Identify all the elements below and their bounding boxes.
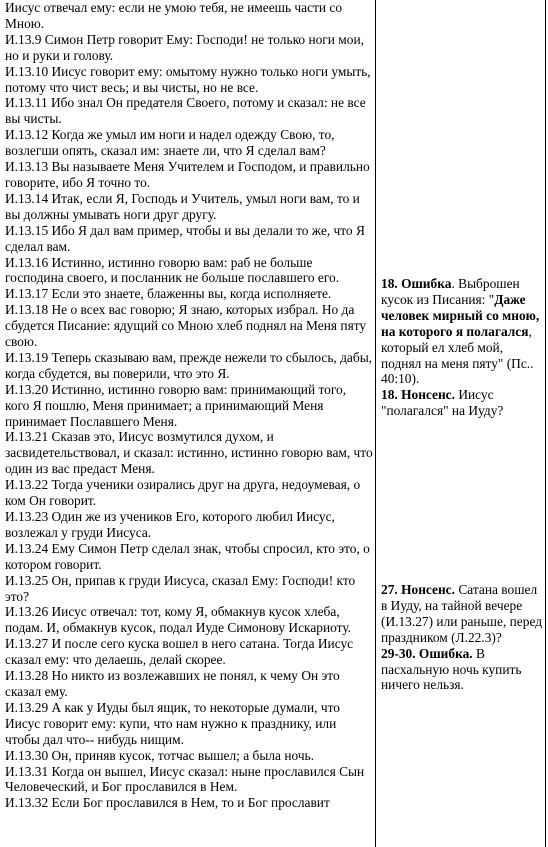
verse-text: И.13.28 Но никто из возлежавших не понял, к чему Он это сказал ему.: [5, 668, 340, 699]
column-divider: [375, 0, 376, 847]
comment-label: 18. Нонсенс.: [381, 387, 455, 403]
comment-text: Иисус "полагался" на Иуду?: [381, 387, 504, 419]
verse-text: И.13.16 Истинно, истинно говорю вам: раб не больше господина своего, и посланник не больше пославшего его.: [5, 254, 340, 286]
verse-text: И.13.17 Если это знаете, блаженны вы, когда исполняете.: [5, 286, 332, 302]
comment-text: , который ел хлеб мой, поднял на меня пяту" (Пс.. 40:10).: [381, 323, 534, 387]
verse-text: И.13.21 Сказав это, Иисус возмутился духом, и засвидетельствовал, и сказал: истинно, истинно говорю вам, что один из вас предаст Меня.: [5, 429, 373, 477]
verse-text: И.13.29 А как у Иуды был ящик, то некоторые думали, что Иисус говорит ему: купи, что нам нужно к празднику, или чтобы дал что-- нибудь нищим.: [5, 699, 340, 747]
comment-label: 29-30. Ошибка.: [381, 645, 473, 661]
scripture-column: [5, 0, 373, 811]
verse-text: Иисус отвечал ему: если не умою тебя, не имеешь части со Мною.: [5, 0, 343, 31]
verse-text: И.13.11 Ибо знал Он предателя Своего, потому и сказал: не все вы чисты.: [5, 95, 366, 127]
comment-18-nonsense: [381, 387, 543, 419]
right-border: [545, 0, 546, 847]
verse-text: И.13.18 Не о всех вас говорю; Я знаю, которых избрал. Но да сбудется Писание: ядущий со Мною хлеб поднял на Меня пяту свою.: [5, 302, 367, 350]
verse-text: И.13.26 Иисус отвечал: тот, кому Я, обмакнув кусок хлеба, подам. И, обмакнув кусок, подал Иуде Симонову Искариоту.: [5, 604, 352, 636]
comment-label: 27. Нонсенс.: [381, 582, 455, 597]
comment-text: В пасхальную ночь купить ничего нельзя.: [381, 645, 522, 693]
verse-text: И.13.15 Ибо Я дал вам пример, чтобы и вы делали то же, что Я сделал вам.: [5, 222, 365, 254]
verse-text: И.13.10 Иисус говорит ему: омытому нужно только ноги умыть, потому что чист весь; и вы чисты, но не все.: [5, 63, 371, 95]
verse-text: И.13.9 Симон Петр говорит Ему: Господи! не только ноги мои, но и руки и голову.: [5, 31, 364, 63]
verse-text: И.13.12 Когда же умыл им ноги и надел одежду Свою, то, возлегши опять, сказал им: знаете ли, что Я сделал вам?: [5, 127, 335, 159]
comment-29-30-error: [381, 646, 543, 694]
verse-text: И.13.22 Тогда ученики озирались друг на друга, недоумевая, о ком Он говорит.: [5, 477, 361, 509]
verse-text: И.13.14 Итак, если Я, Господь и Учитель, умыл ноги вам, то и вы должны умывать ноги друг другу.: [5, 190, 360, 222]
verse-text: И.13.20 Истинно, истинно говорю вам: принимающий того, кого Я пошлю, Меня принимает; а принимающий Меня принимает Пославшего Меня.: [5, 381, 347, 429]
verse-text: И.13.32 Если Бог прославился в Нем, то и Бог прославит: [5, 795, 330, 811]
comment-text: Сатана вошел в Иуду, на тайной вечере (И.13.27) или раньше, перед праздником (Л.22.3)?: [381, 582, 543, 645]
verse-text: И.13.30 Он, приняв кусок, тотчас вышел; а была ночь.: [5, 747, 315, 763]
comment-18-error: [381, 276, 543, 387]
verse-text: И.13.19 Теперь сказываю вам, прежде нежели то сбылось, дабы, когда сбудется, вы поверили, что это Я.: [5, 349, 373, 381]
verse-text: И.13.24 Ему Симон Петр сделал знак, чтобы спросил, кто это, о котором говорит.: [5, 540, 370, 572]
verse-text: И.13.31 Когда он вышел, Иисус сказал: ныне прославился Сын Человеческий, и Бог прославился в Нем.: [5, 763, 365, 795]
verse-text: И.13.27 И после сего куска вошел в него сатана. Тогда Иисус сказал ему: что делаешь, делай скорее.: [5, 636, 354, 668]
comment-block-18: [381, 276, 543, 419]
verse-text: И.13.23 Один же из учеников Его, которого любил Иисус, возлежал у груди Иисуса.: [5, 509, 335, 540]
comment-quote: Даже человек мирный со мною, на которого я полагался: [381, 291, 540, 339]
comment-27-nonsense: [381, 582, 543, 646]
comment-block-27: [381, 582, 543, 693]
comment-text: . Выброшен кусок из Писания: ": [381, 276, 520, 307]
comment-label: 18. Ошибка: [381, 276, 452, 291]
verse-text: И.13.25 Он, припав к груди Иисуса, сказал Ему: Господи! кто это?: [5, 572, 356, 604]
verse-text: И.13.13 Вы называете Меня Учителем и Господом, и правильно говорите, ибо Я точно то.: [5, 159, 370, 190]
